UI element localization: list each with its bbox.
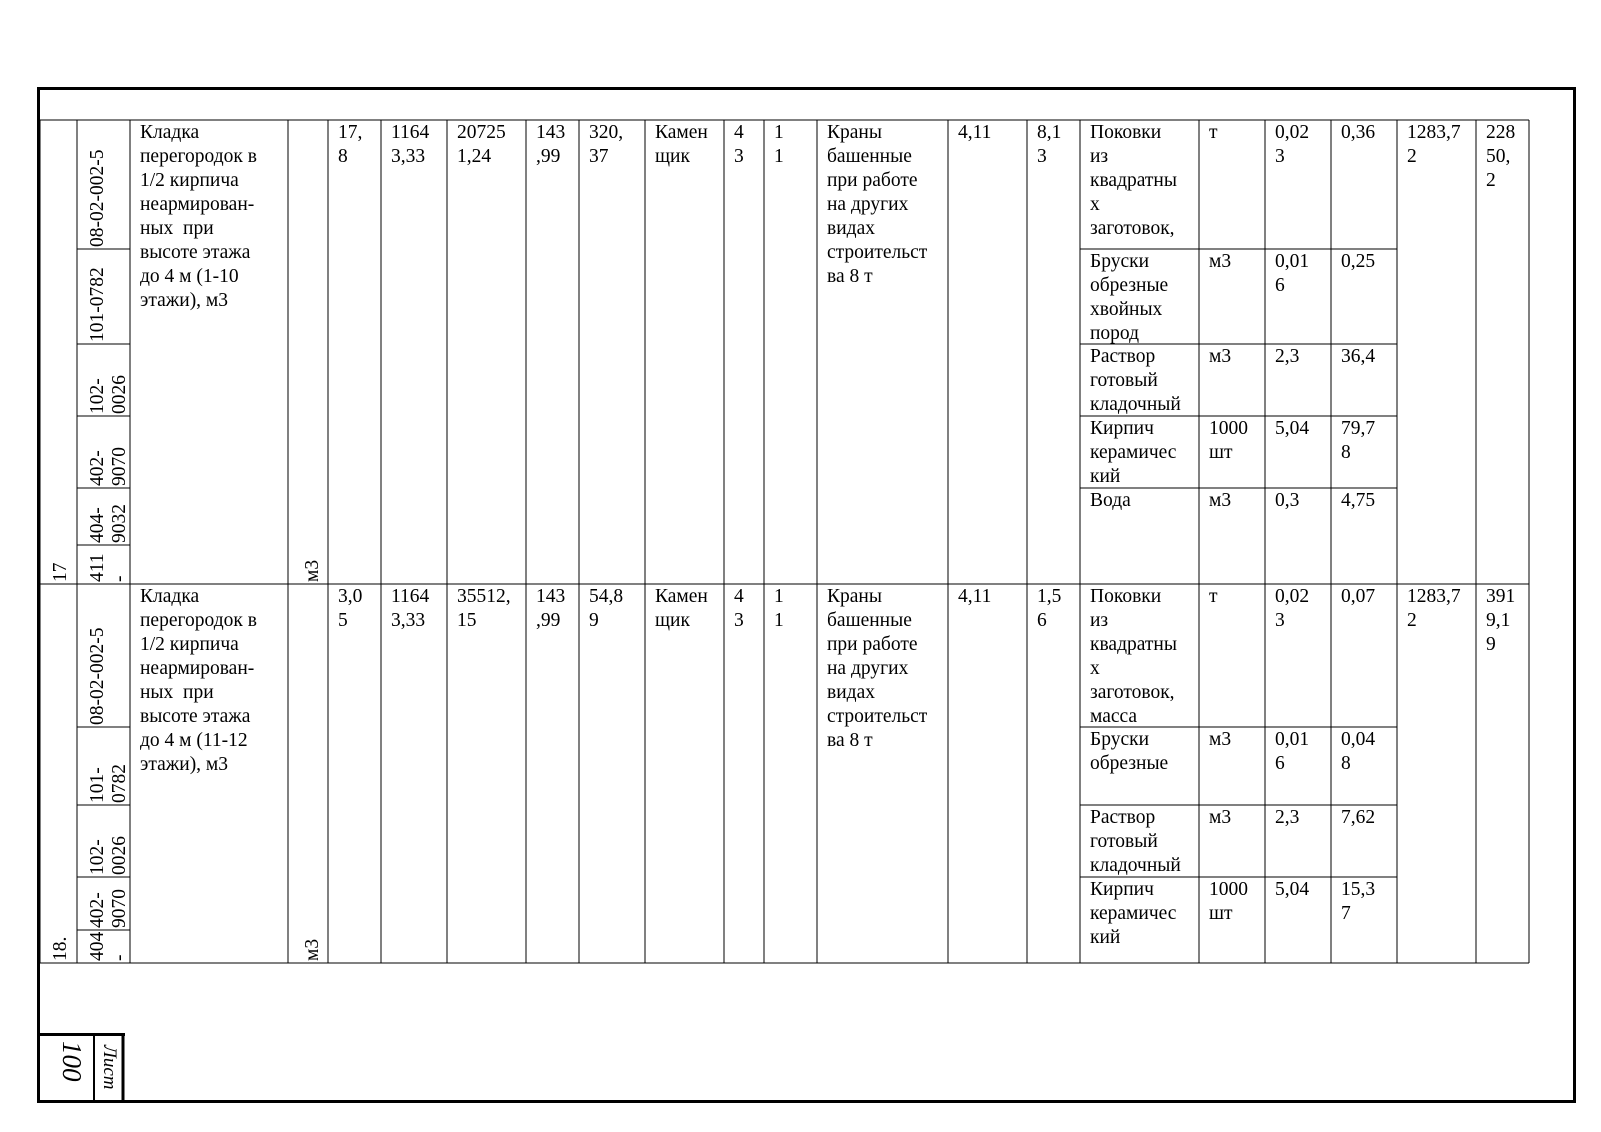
- cell-grade: 4 3: [734, 122, 744, 167]
- cell-total: 35512, 15: [457, 586, 511, 631]
- resource-code: 101- 0782: [87, 764, 130, 803]
- item-number: 17: [50, 562, 71, 582]
- resource-code: 402- 9070: [87, 889, 130, 928]
- cell-m2: 8,1 3: [1037, 122, 1062, 167]
- material-unit: м3: [1209, 729, 1232, 750]
- cell-c2: 54,8 9: [589, 586, 624, 631]
- material-norm: 0,01 6: [1275, 251, 1310, 296]
- material-amount: 79,7 8: [1341, 418, 1376, 463]
- material-unit: м3: [1209, 807, 1232, 828]
- work-unit: м3: [302, 938, 323, 961]
- material-amount: 7,62: [1341, 807, 1376, 828]
- material-unit: 1000 шт: [1209, 418, 1248, 463]
- material-name: Кирпич керамичес кий: [1090, 418, 1177, 487]
- resource-code: 404- 9032: [87, 504, 130, 543]
- cell-worker: Камен щик: [655, 122, 708, 167]
- cell-worker: Камен щик: [655, 586, 708, 631]
- cell-cnt: 1 1: [774, 586, 784, 631]
- material-amount: 0,07: [1341, 586, 1376, 607]
- material-name: Поковки из квадратны х заготовок, масса: [1090, 586, 1177, 727]
- resource-code: 08-02-002-5: [87, 627, 108, 725]
- material-name: Раствор готовый кладочный: [1090, 346, 1181, 415]
- cell-m1: 4,11: [958, 122, 992, 143]
- material-unit: м3: [1209, 346, 1232, 367]
- cell-machine: Краны башенные при работе на других видах строительст ва 8 т: [827, 122, 928, 287]
- material-unit: м3: [1209, 490, 1232, 511]
- material-name: Раствор готовый кладочный: [1090, 807, 1181, 876]
- cell-s2: 228 50, 2: [1486, 122, 1516, 191]
- cell-s1: 1283,7 2: [1407, 586, 1461, 631]
- cell-m2: 1,5 6: [1037, 586, 1062, 631]
- page-number: 100: [57, 1041, 87, 1082]
- material-amount: 0,04 8: [1341, 729, 1376, 774]
- material-amount: 36,4: [1341, 346, 1376, 367]
- cell-total: 20725 1,24: [457, 122, 506, 167]
- resource-code: 102- 0026: [87, 836, 130, 875]
- material-norm: 2,3: [1275, 807, 1300, 828]
- resource-code: 402- 9070: [87, 447, 130, 486]
- material-amount: 0,25: [1341, 251, 1376, 272]
- material-norm: 5,04: [1275, 418, 1310, 439]
- material-name: Кирпич керамичес кий: [1090, 879, 1177, 948]
- cell-s1: 1283,7 2: [1407, 122, 1461, 167]
- cell-price: 1164 3,33: [391, 586, 430, 631]
- material-norm: 0,02 3: [1275, 122, 1310, 167]
- resource-code: 102- 0026: [87, 375, 130, 414]
- cell-c1: 143 ,99: [536, 586, 566, 631]
- cell-qty: 3,0 5: [338, 586, 363, 631]
- material-norm: 0,3: [1275, 490, 1300, 511]
- cell-machine: Краны башенные при работе на других видах строительст ва 8 т: [827, 586, 928, 751]
- work-unit: м3: [302, 559, 323, 582]
- material-unit: 1000 шт: [1209, 879, 1248, 924]
- material-name: Вода: [1090, 490, 1131, 511]
- material-norm: 2,3: [1275, 346, 1300, 367]
- cell-price: 1164 3,33: [391, 122, 430, 167]
- cell-qty: 17, 8: [338, 122, 363, 167]
- material-amount: 0,36: [1341, 122, 1376, 143]
- cell-c1: 143 ,99: [536, 122, 566, 167]
- material-unit: м3: [1209, 251, 1232, 272]
- material-unit: т: [1209, 586, 1218, 607]
- sheet-label: Лист: [99, 1045, 120, 1090]
- material-name: Бруски обрезные хвойных пород: [1090, 251, 1169, 344]
- material-name: Бруски обрезные: [1090, 729, 1169, 774]
- cell-cnt: 1 1: [774, 122, 784, 167]
- material-name: Поковки из квадратны х заготовок,: [1090, 122, 1177, 239]
- resource-code: 08-02-002-5: [87, 149, 108, 247]
- material-norm: 0,02 3: [1275, 586, 1310, 631]
- cell-s2: 391 9,1 9: [1486, 586, 1516, 655]
- item-number: 18.: [50, 936, 71, 961]
- material-norm: 5,04: [1275, 879, 1310, 900]
- title-block-stamp: [37, 1033, 125, 1103]
- work-name: Кладка перегородок в 1/2 кирпича неармирован- ных при высоте этажа до 4 м (1-10 этажи), м3: [140, 122, 257, 311]
- cell-c2: 320, 37: [589, 122, 624, 167]
- resource-code: 404 -: [87, 931, 130, 961]
- material-unit: т: [1209, 122, 1218, 143]
- cell-grade: 4 3: [734, 586, 744, 631]
- resource-code: 101-0782: [87, 267, 108, 342]
- material-amount: 15,3 7: [1341, 879, 1376, 924]
- material-norm: 0,01 6: [1275, 729, 1310, 774]
- cell-m1: 4,11: [958, 586, 992, 607]
- material-amount: 4,75: [1341, 490, 1376, 511]
- resource-code: 411 -: [87, 553, 130, 582]
- work-name: Кладка перегородок в 1/2 кирпича неармирован- ных при высоте этажа до 4 м (11-12 этажи), м3: [140, 586, 257, 775]
